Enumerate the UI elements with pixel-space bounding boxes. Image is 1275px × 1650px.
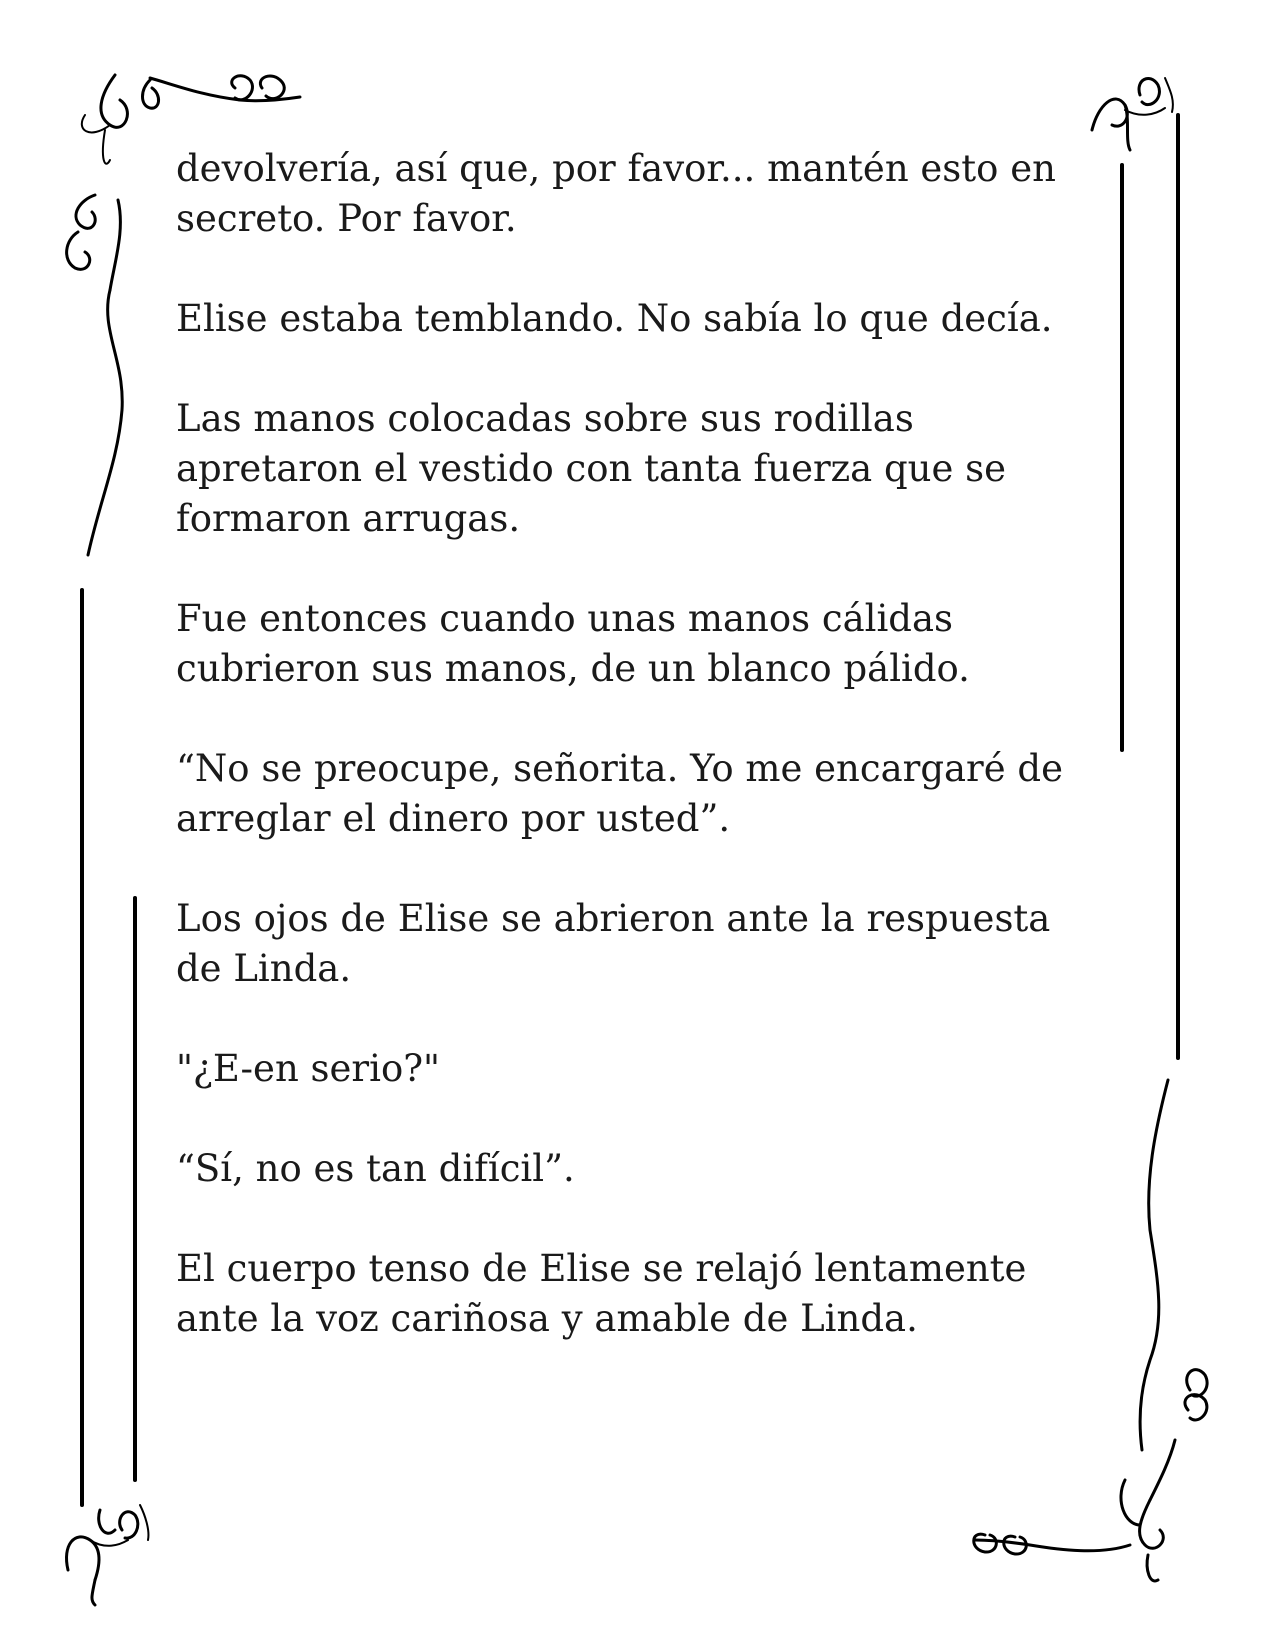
flourish-top-right-icon <box>1092 78 1173 150</box>
paragraph: Fue entonces cuando unas manos cálidas cubrieron sus manos, de un blanco pálido. <box>176 597 970 690</box>
paragraph: “No se preocupe, señorita. Yo me encargaré de arreglar el dinero por usted”. <box>176 747 1063 840</box>
border-curve-right-icon <box>1140 1080 1168 1450</box>
paragraph: “Sí, no es tan difícil”. <box>176 1147 575 1190</box>
paragraph: Los ojos de Elise se abrieron ante la respuesta de Linda. <box>176 897 1051 990</box>
document-body <box>176 144 1096 1394</box>
flourish-bottom-right-icon <box>974 1370 1207 1581</box>
border-curve-left-icon <box>88 290 122 555</box>
paragraph: Las manos colocadas sobre sus rodillas apretaron el vestido con tanta fuerza que se formaron arrugas. <box>176 397 1007 540</box>
paragraph: El cuerpo tenso de Elise se relajó lentamente ante la voz cariñosa y amable de Linda. <box>176 1247 1027 1340</box>
paragraph: devolvería, así que, por favor... mantén esto en secreto. Por favor. <box>176 147 1056 240</box>
paragraph: "¿E-en serio?" <box>176 1047 441 1090</box>
flourish-bottom-left-icon <box>67 1505 149 1605</box>
paragraph: Elise estaba temblando. No sabía lo que decía. <box>176 297 1053 340</box>
